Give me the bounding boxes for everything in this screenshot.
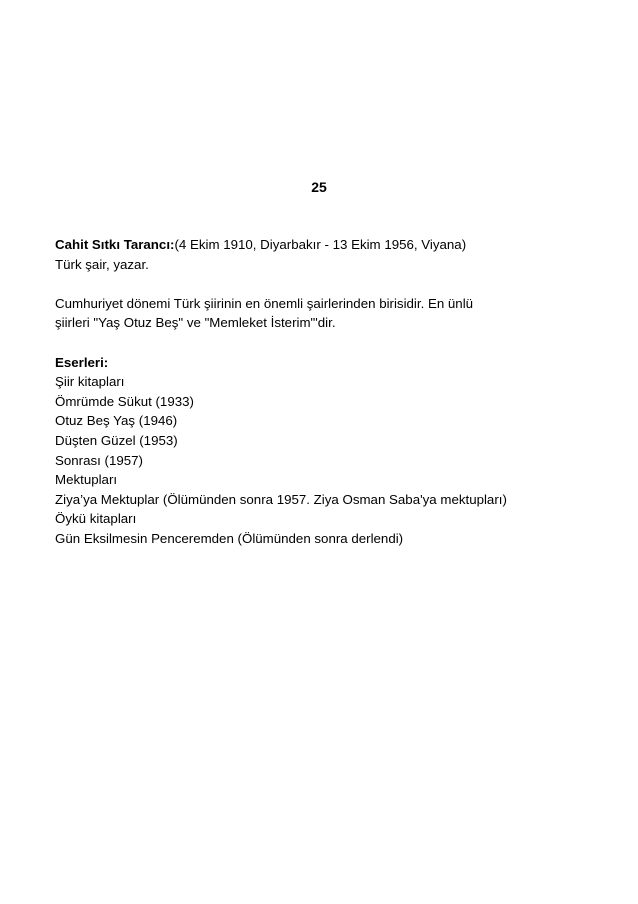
author-name: Cahit Sıtkı Tarancı: [55,237,175,252]
works-item: Mektupları [55,472,118,488]
works-item: Öykü kitapları [55,511,137,527]
author-occupation: Türk şair, yazar. [55,256,149,272]
works-heading: Eserleri: [55,354,109,370]
works-item: Sonrası (1957) [55,452,143,468]
description-line-1: Cumhuriyet dönemi Türk şiirinin en önemli şairlerinden birisidir. En ünlü [55,295,474,311]
document-body [55,235,585,549]
description-line-2: şiirleri "Yaş Otuz Beş" ve "Memleket İsterim"'dir. [55,315,336,331]
paragraph-spacer [55,274,585,294]
works-item: Otuz Beş Yaş (1946) [55,413,178,429]
works-item: Düşten Güzel (1953) [55,432,178,448]
page-number: 25 [311,179,327,195]
paragraph-spacer [55,333,585,353]
author-line [55,235,585,255]
works-item: Ömrümde Sükut (1933) [55,393,194,409]
works-item: Ziya’ya Mektuplar (Ölümünden sonra 1957. Ziya Osman Saba'ya mektupları) [55,491,507,507]
works-item: Şiir kitapları [55,374,125,390]
works-item: Gün Eksilmesin Penceremden (Ölümünden sonra derlendi) [55,530,404,546]
author-dates: (4 Ekim 1910, Diyarbakır - 13 Ekim 1956, Viyana) [174,237,467,252]
